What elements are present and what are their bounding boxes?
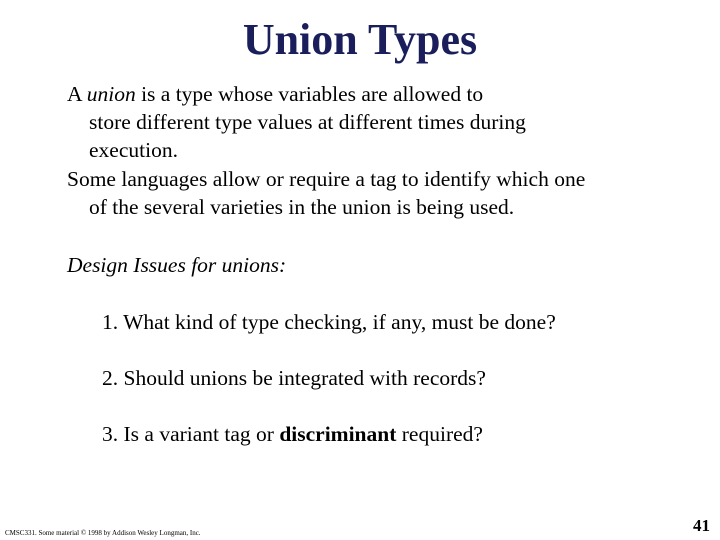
union-definition-line-3: execution.: [89, 138, 178, 162]
union-definition-paragraph: [67, 80, 667, 164]
copyright-footer: CMSC331. Some material © 1998 by Addison Wesley Longman, Inc.: [5, 529, 201, 537]
union-term: union: [86, 82, 136, 106]
design-issue-3-prefix: 3. Is a variant tag or: [102, 422, 280, 446]
design-issue-1: 1. What kind of type checking, if any, must be done?: [102, 310, 556, 334]
page-number: 41: [693, 516, 710, 535]
union-definition-line-2: store different type values at different times during: [89, 110, 526, 134]
union-definition-rest: is a type whose variables are allowed to: [135, 82, 484, 106]
tag-paragraph: [67, 165, 667, 221]
slide-title: Union Types: [242, 15, 478, 64]
design-issues-heading: Design Issues for unions:: [67, 253, 287, 277]
tag-paragraph-line-1: Some languages allow or require a tag to identify which one: [67, 167, 586, 191]
design-issue-3: [102, 420, 483, 448]
union-definition-prefix: A: [67, 82, 87, 106]
union-definition-line-1: [67, 80, 667, 108]
design-issue-2: 2. Should unions be integrated with records?: [102, 366, 486, 390]
design-issue-3-suffix: required?: [396, 422, 483, 446]
tag-paragraph-line-2: of the several varieties in the union is being used.: [89, 195, 515, 219]
discriminant-term: discriminant: [279, 422, 397, 446]
